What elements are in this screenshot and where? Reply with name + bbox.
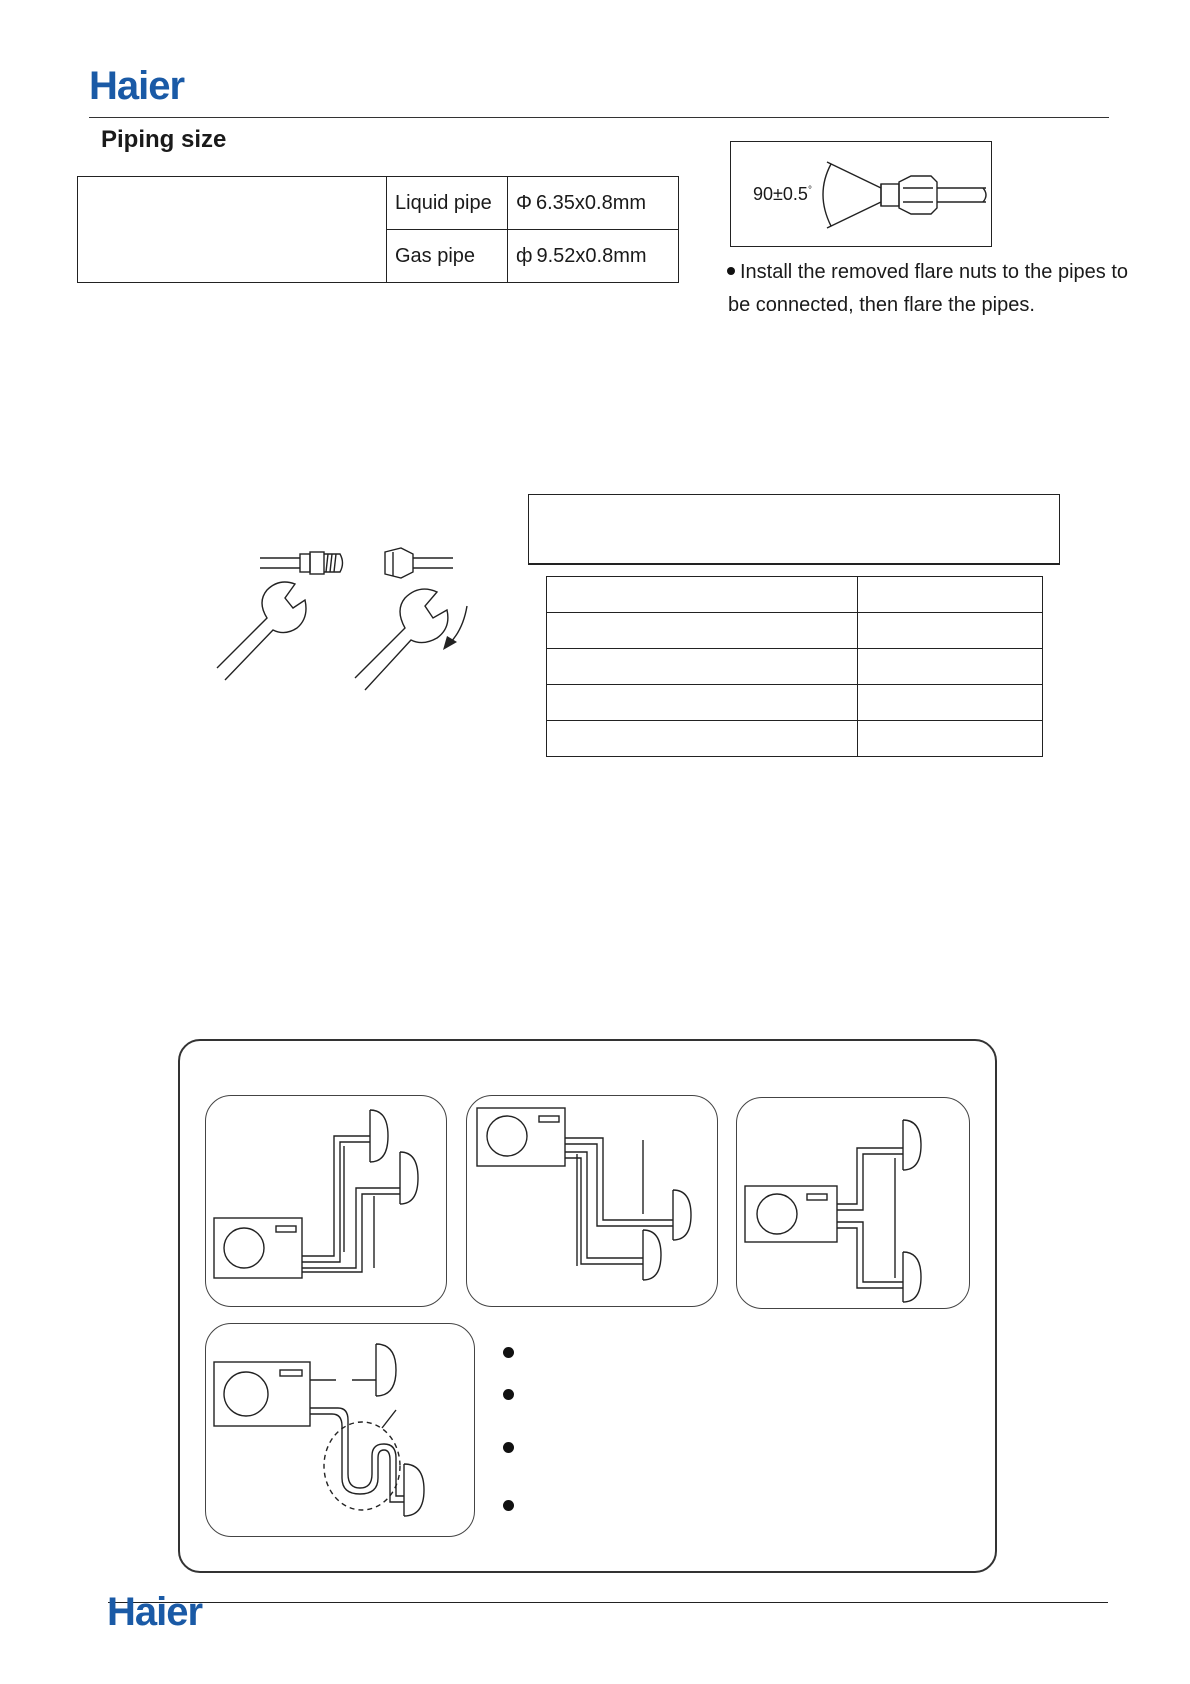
pipe-spec-value: 6.35x0.8mm	[535, 191, 647, 214]
pipe-spec-value: 9.52x0.8mm	[536, 244, 647, 267]
bullet-dot-icon	[503, 1442, 514, 1453]
model-cell	[78, 177, 387, 283]
flare-note: Install the removed flare nuts to the pipes to be connected, then flare the pipes.	[728, 261, 1128, 316]
table-cell	[547, 721, 858, 757]
table-row	[547, 577, 1043, 613]
table-cell	[858, 613, 1043, 649]
table-row	[547, 613, 1043, 649]
table-cell	[547, 685, 858, 721]
flare-diagram	[730, 141, 992, 247]
table-row	[547, 685, 1043, 721]
table-cell	[858, 649, 1043, 685]
bullet-dot-icon	[503, 1389, 514, 1400]
flare-pipe-drawing	[731, 142, 991, 246]
table-row	[78, 177, 679, 230]
diameter-symbol: ф	[516, 244, 533, 267]
footer-divider	[108, 1602, 1108, 1603]
panel-oil-trap	[205, 1323, 475, 1537]
table-cell	[547, 613, 858, 649]
table-cell	[547, 649, 858, 685]
table-row	[547, 649, 1043, 685]
torque-table-header	[528, 494, 1060, 565]
pipe-spec	[508, 177, 679, 230]
table-cell	[858, 721, 1043, 757]
piping-size-table	[77, 176, 679, 283]
bullet-dot-icon	[503, 1500, 514, 1511]
table-cell	[547, 577, 858, 613]
haier-logo: Haier	[89, 64, 185, 108]
haier-logo: Haier	[107, 1590, 203, 1634]
pipe-label: Liquid pipe	[387, 177, 508, 230]
panel-outdoor-below	[205, 1095, 447, 1307]
pipe-label: Gas pipe	[387, 230, 508, 283]
outdoor-below-drawing	[206, 1096, 446, 1306]
header-divider	[89, 117, 1109, 118]
section-title: Piping size	[101, 126, 227, 153]
table-cell	[858, 577, 1043, 613]
panel-outdoor-middle	[736, 1097, 970, 1309]
wrench-icon	[205, 540, 485, 710]
outdoor-above-drawing	[467, 1096, 717, 1306]
panel-outdoor-above	[466, 1095, 718, 1307]
table-cell	[858, 685, 1043, 721]
table-row	[547, 721, 1043, 757]
diameter-symbol: Φ	[516, 191, 532, 214]
oil-trap-drawing	[206, 1324, 474, 1536]
torque-table	[546, 576, 1043, 757]
outdoor-middle-drawing	[737, 1098, 969, 1308]
flare-angle-label: 90±0.5°	[753, 184, 812, 204]
bullet-dot-icon	[503, 1347, 514, 1358]
pipe-spec	[508, 230, 679, 283]
